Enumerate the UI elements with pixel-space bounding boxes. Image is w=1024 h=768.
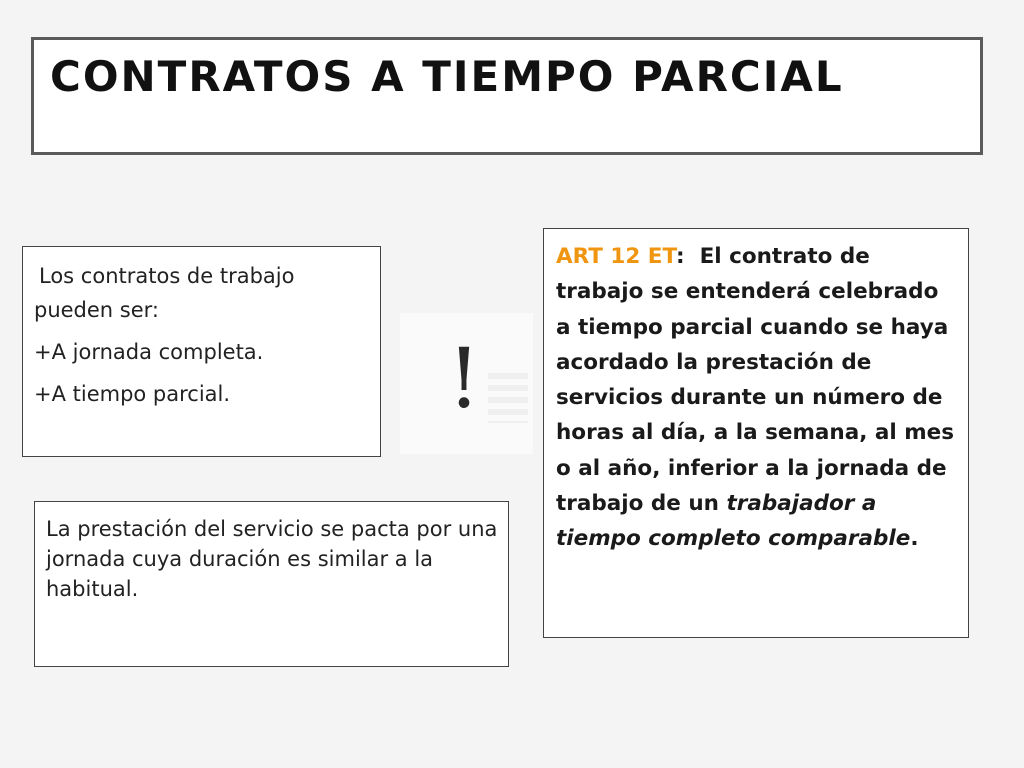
full-time-description-box	[34, 501, 509, 667]
article-12-text	[556, 239, 958, 557]
article-end-text: .	[910, 526, 919, 552]
title-box	[31, 37, 983, 155]
article-italic-text: trabajador a tiempo completo comparable	[556, 491, 911, 552]
contract-types-box	[22, 246, 381, 457]
article-reference-separator: :	[675, 244, 685, 269]
article-reference: ART 12 ET	[556, 244, 676, 269]
contract-types-intro: Los contratos de trabajo pueden ser:	[34, 264, 295, 322]
contract-type-part-time: +A tiempo parcial.	[34, 382, 231, 406]
article-main-text: El contrato de trabajo se entenderá celebrado a tiempo parcial cuando se haya acordado la prestación de servicios durante un número de horas al día, a la semana, al mes o al año, inferior a la jornada de trabajo de un	[556, 244, 955, 517]
article-12-box	[543, 228, 969, 638]
exclamation-icon: !	[447, 332, 481, 427]
exclamation-image	[400, 313, 533, 454]
full-time-description-text: La prestación del servicio se pacta por una jornada cuya duración es similar a la habitual.	[46, 517, 498, 601]
contract-type-full-time: +A jornada completa.	[34, 340, 264, 364]
page-title: CONTRATOS A TIEMPO PARCIAL	[50, 52, 844, 101]
